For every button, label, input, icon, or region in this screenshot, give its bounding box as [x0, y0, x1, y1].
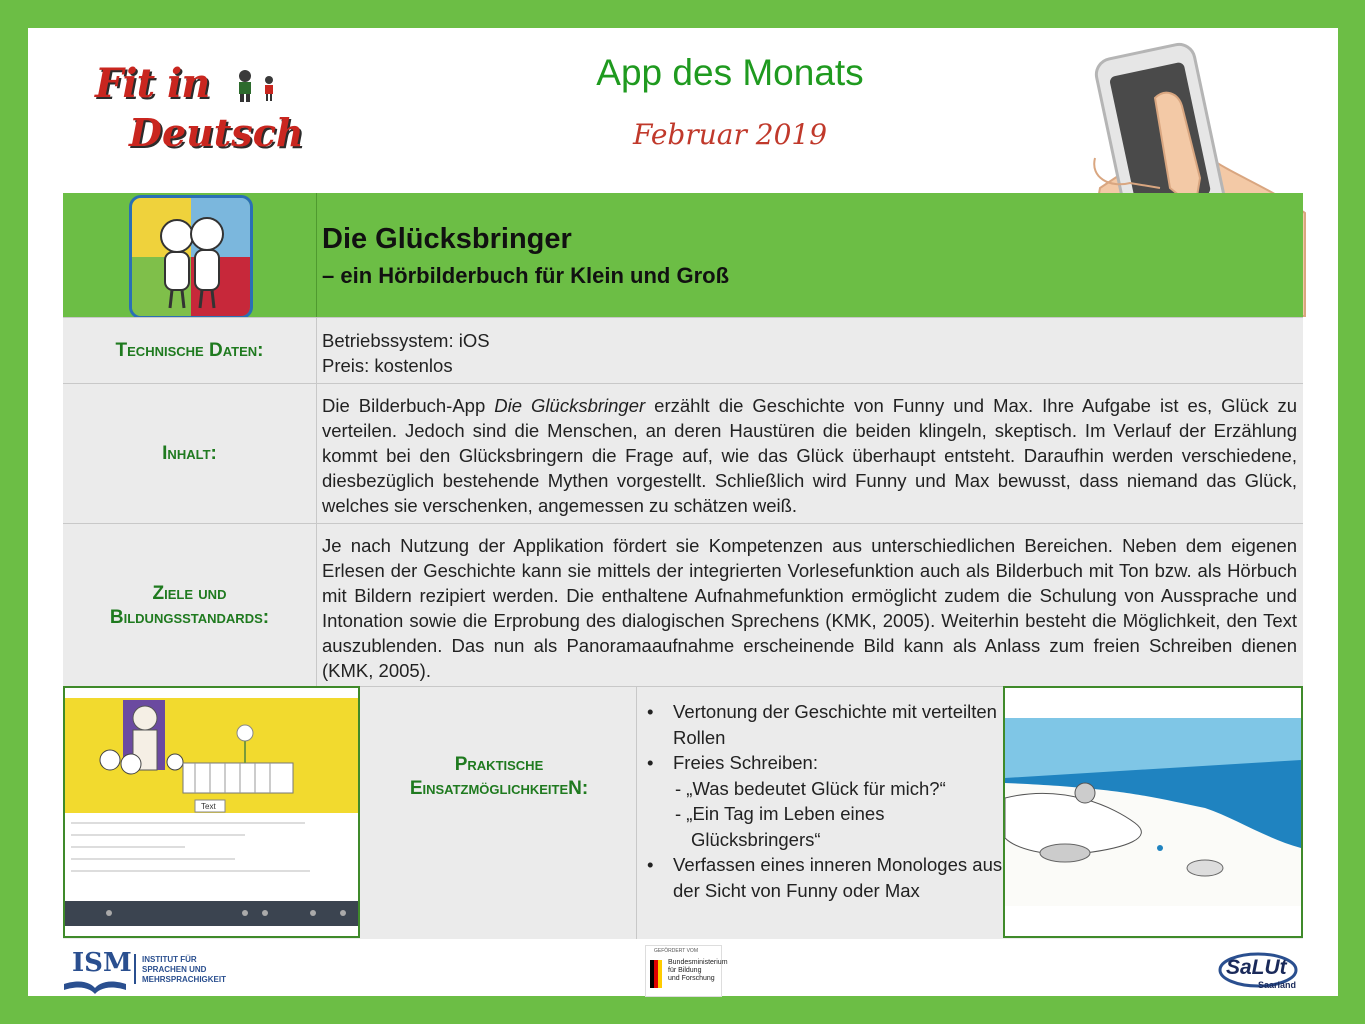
app-banner	[63, 193, 1303, 317]
ism-line3: MEHRSPRACHIGKEIT	[142, 975, 227, 984]
text-tab-label: Text	[201, 802, 216, 811]
label-praktisch-line2: EinsatzmöglichkeiteN:	[409, 778, 589, 799]
page-title: App des Monats	[596, 52, 864, 93]
children-figures-icon	[233, 68, 283, 104]
label-ziele-line1: Ziele und	[152, 582, 227, 604]
logo-line2: Deutsch	[129, 110, 304, 155]
bmbf-top: GEFÖRDERT VOM	[654, 948, 698, 954]
banner-divider	[316, 193, 317, 317]
list-item: • Freies Schreiben:	[641, 750, 1006, 776]
bmbf-line3: und Forschung	[668, 975, 715, 982]
inhalt-text	[322, 393, 1297, 518]
app-screenshot-text	[63, 686, 360, 938]
fit-in-deutsch-logo	[95, 60, 304, 160]
os-line: Betriebssystem: iOS	[322, 330, 490, 351]
bmbf-logo	[645, 945, 728, 997]
page-subtitle: Februar 2019	[632, 118, 828, 151]
beach-panorama-illustration	[1005, 688, 1301, 936]
bmbf-line1: Bundesministerium	[668, 959, 728, 966]
list-item: • Vertonung der Geschichte mit verteilten Rollen	[641, 699, 1006, 750]
ziele-text: Je nach Nutzung der Applikation fördert sie Kompetenzen aus unterschiedlichen Bereichen. Neben dem eigenen Erlesen der Geschichte kann sie mittels der integrierten Vorlesefunktion auch als Bilderbuch mit Ton bzw. als Hörbuch mit Bildern rezipiert werden. Die enthaltene Aufnahmefunktion ermöglicht zudem die Schulung von Aussprache und Intonation sowie die Erprobung des dialogischen Sprechens (KMK, 2005). Weiterhin besteht die Möglichkeit, den Text auszublenden. Das nun als Panoramaaufnahme erscheinende Bild kann als Anlass zum freien Schreiben dienen (KMK, 2005).	[322, 535, 1297, 681]
tech-data-text	[322, 328, 1297, 378]
app-page-illustration	[65, 688, 358, 936]
inhalt-app-name: Die Glücksbringer	[494, 395, 646, 416]
salut-sub: Saarland	[1258, 980, 1297, 990]
label-inhalt: Inhalt:	[63, 384, 317, 524]
label-ziele	[63, 524, 317, 687]
flag-icon	[650, 960, 664, 988]
app-subtitle: – ein Hörbilderbuch für Klein und Groß	[322, 263, 730, 288]
label-ziele-line2: Bildungsstandards:	[109, 606, 270, 628]
app-icon	[129, 195, 253, 319]
characters-drawing-icon	[132, 198, 250, 316]
ism-line2: SPRACHEN UND	[142, 965, 207, 974]
ism-short: ISM	[72, 948, 132, 978]
ism-logo	[62, 948, 232, 994]
label-technische-daten: Technische Daten:	[63, 318, 317, 384]
price-line: Preis: kostenlos	[322, 355, 453, 376]
row-technische-daten	[63, 317, 1303, 384]
label-praktisch	[363, 687, 635, 867]
logo-line1: Fit in	[95, 60, 210, 107]
app-title: Die Glücksbringer	[322, 223, 572, 255]
praktisch-divider	[636, 687, 637, 939]
inhalt-text-post: erzählt die Geschichte von Funny und Max. Ihre Aufgabe ist es, Glück zu verteilen. Jedoch sind die Menschen, an deren Haustüren die beiden klingeln, skeptisch. Im Verlauf der Erzählung kommt bei den Glücksbringern die Frage auf, wie das Glück überhaupt entsteht. Daraufhin werden verschiedene, diesbezüglich bestehende Mythen vorgestellt. Schließlich wird Funny und Max bewusst, dass niemand das Glück, welches sie verschenken, angemessen zu schätzen weiß.	[322, 395, 1297, 516]
app-screenshot-panorama	[1003, 686, 1303, 938]
salut-main: SaLUt	[1226, 956, 1287, 979]
bmbf-line2: für Bildung	[668, 967, 702, 974]
praktisch-list	[641, 699, 1006, 903]
row-ziele	[63, 523, 1303, 687]
row-inhalt	[63, 383, 1303, 524]
salut-logo	[1218, 948, 1304, 994]
ism-line1: INSTITUT FÜR	[142, 955, 197, 964]
inhalt-text-pre: Die Bilderbuch-App	[322, 395, 495, 416]
label-praktisch-line1: Praktische	[454, 754, 544, 775]
list-subitem: - „Was bedeutet Glück für mich?“	[675, 777, 946, 799]
list-subitem: - „Ein Tag im Leben eines Glücksbringers“	[675, 803, 885, 850]
list-item: • Verfassen eines inneren Monologes aus der Sicht von Funny oder Max	[641, 852, 1006, 903]
